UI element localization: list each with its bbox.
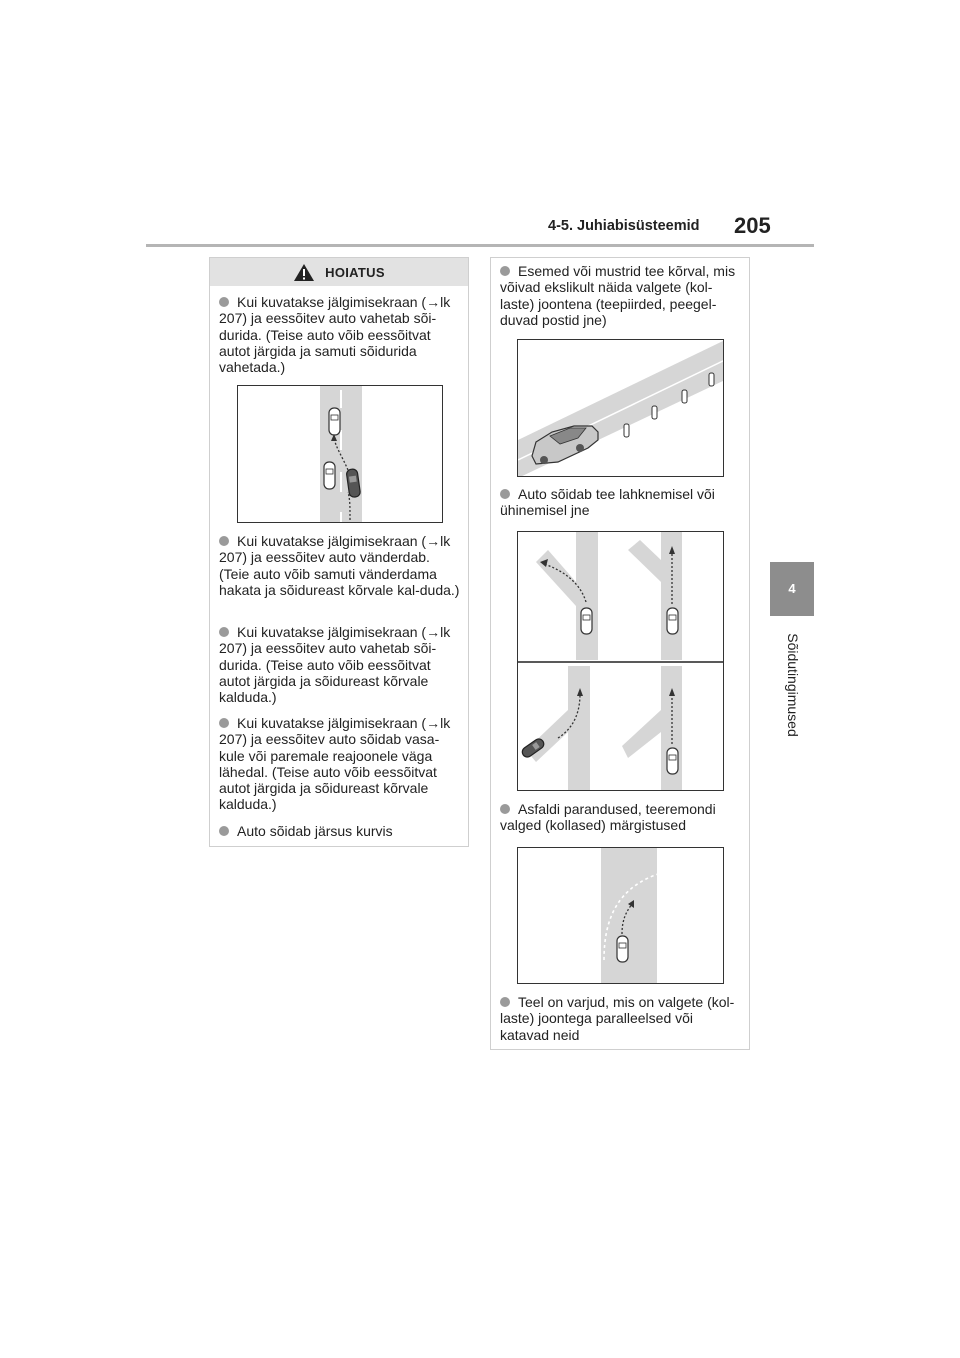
warning-item-4: Kui kuvatakse jälgimisekraan (→lk 207) ja eessõitev auto sõidab vasa-kule või paremale reajoonele väga lähedal. (Teise auto võib eessõitvat autot järgida ja sõidureast kõrvale kalduda.) bbox=[219, 715, 451, 813]
warning-item-1: Kui kuvatakse jälgimisekraan (→lk 207) ja eessõitev auto vahetab sõi-durida. (Teise auto võib eessõitvat autot järgida ja samuti sõidurida vahetada.) bbox=[219, 294, 451, 376]
chapter-label: Sõidutingimused bbox=[785, 633, 801, 737]
bullet-icon bbox=[500, 266, 510, 276]
warning-item-3: Kui kuvatakse jälgimisekraan (→lk 207) ja eessõitev auto vahetab sõi-durida. (Teise auto võib eessõitvat autot järgida ja sõidureast kõrvale kalduda.) bbox=[219, 624, 451, 706]
right-item-1: Esemed või mustrid tee kõrval, mis võivad ekslikult näida valgete (kol-laste) joontena (teepiirded, peegel-duvad postid jne) bbox=[500, 263, 736, 328]
warning-title: HOIATUS bbox=[325, 264, 385, 280]
warning-item-5: Auto sõidab järsus kurvis bbox=[219, 823, 463, 839]
warning-header bbox=[210, 258, 468, 286]
right-item-2: Auto sõidab tee lahknemisel või ühinemisel jne bbox=[500, 486, 715, 519]
continued-box bbox=[490, 257, 750, 1050]
chapter-tab: 4 bbox=[770, 562, 814, 616]
figure-roadside-posts bbox=[517, 339, 724, 477]
figure-lane-change bbox=[237, 385, 443, 523]
bullet-icon bbox=[500, 997, 510, 1007]
figure-road-repairs bbox=[517, 847, 724, 984]
bullet-icon bbox=[500, 489, 510, 499]
warning-item-2: Kui kuvatakse jälgimisekraan (→lk 207) ja eessõitev auto vänderdab. (Teie auto võib samuti vänderdama hakata ja sõidureast kõrvale kal-duda.) bbox=[219, 533, 460, 598]
section-title: 4-5. Juhiabisüsteemid bbox=[548, 218, 700, 234]
page-number: 205 bbox=[734, 213, 771, 238]
bullet-icon bbox=[219, 297, 229, 307]
header-rule bbox=[146, 244, 814, 247]
bullet-icon bbox=[219, 627, 229, 637]
bullet-icon bbox=[500, 804, 510, 814]
bullet-icon bbox=[219, 718, 229, 728]
right-item-3: Asfaldi parandused, teeremondi valged (kollased) märgistused bbox=[500, 801, 716, 834]
warning-box bbox=[209, 257, 469, 847]
bullet-icon bbox=[219, 826, 229, 836]
figure-road-merge bbox=[517, 531, 724, 791]
right-item-4: Teel on varjud, mis on valgete (kol-laste) joontega paralleelsed või katavad neid bbox=[500, 994, 735, 1043]
bullet-icon bbox=[219, 536, 229, 546]
warning-triangle-icon bbox=[293, 263, 315, 282]
